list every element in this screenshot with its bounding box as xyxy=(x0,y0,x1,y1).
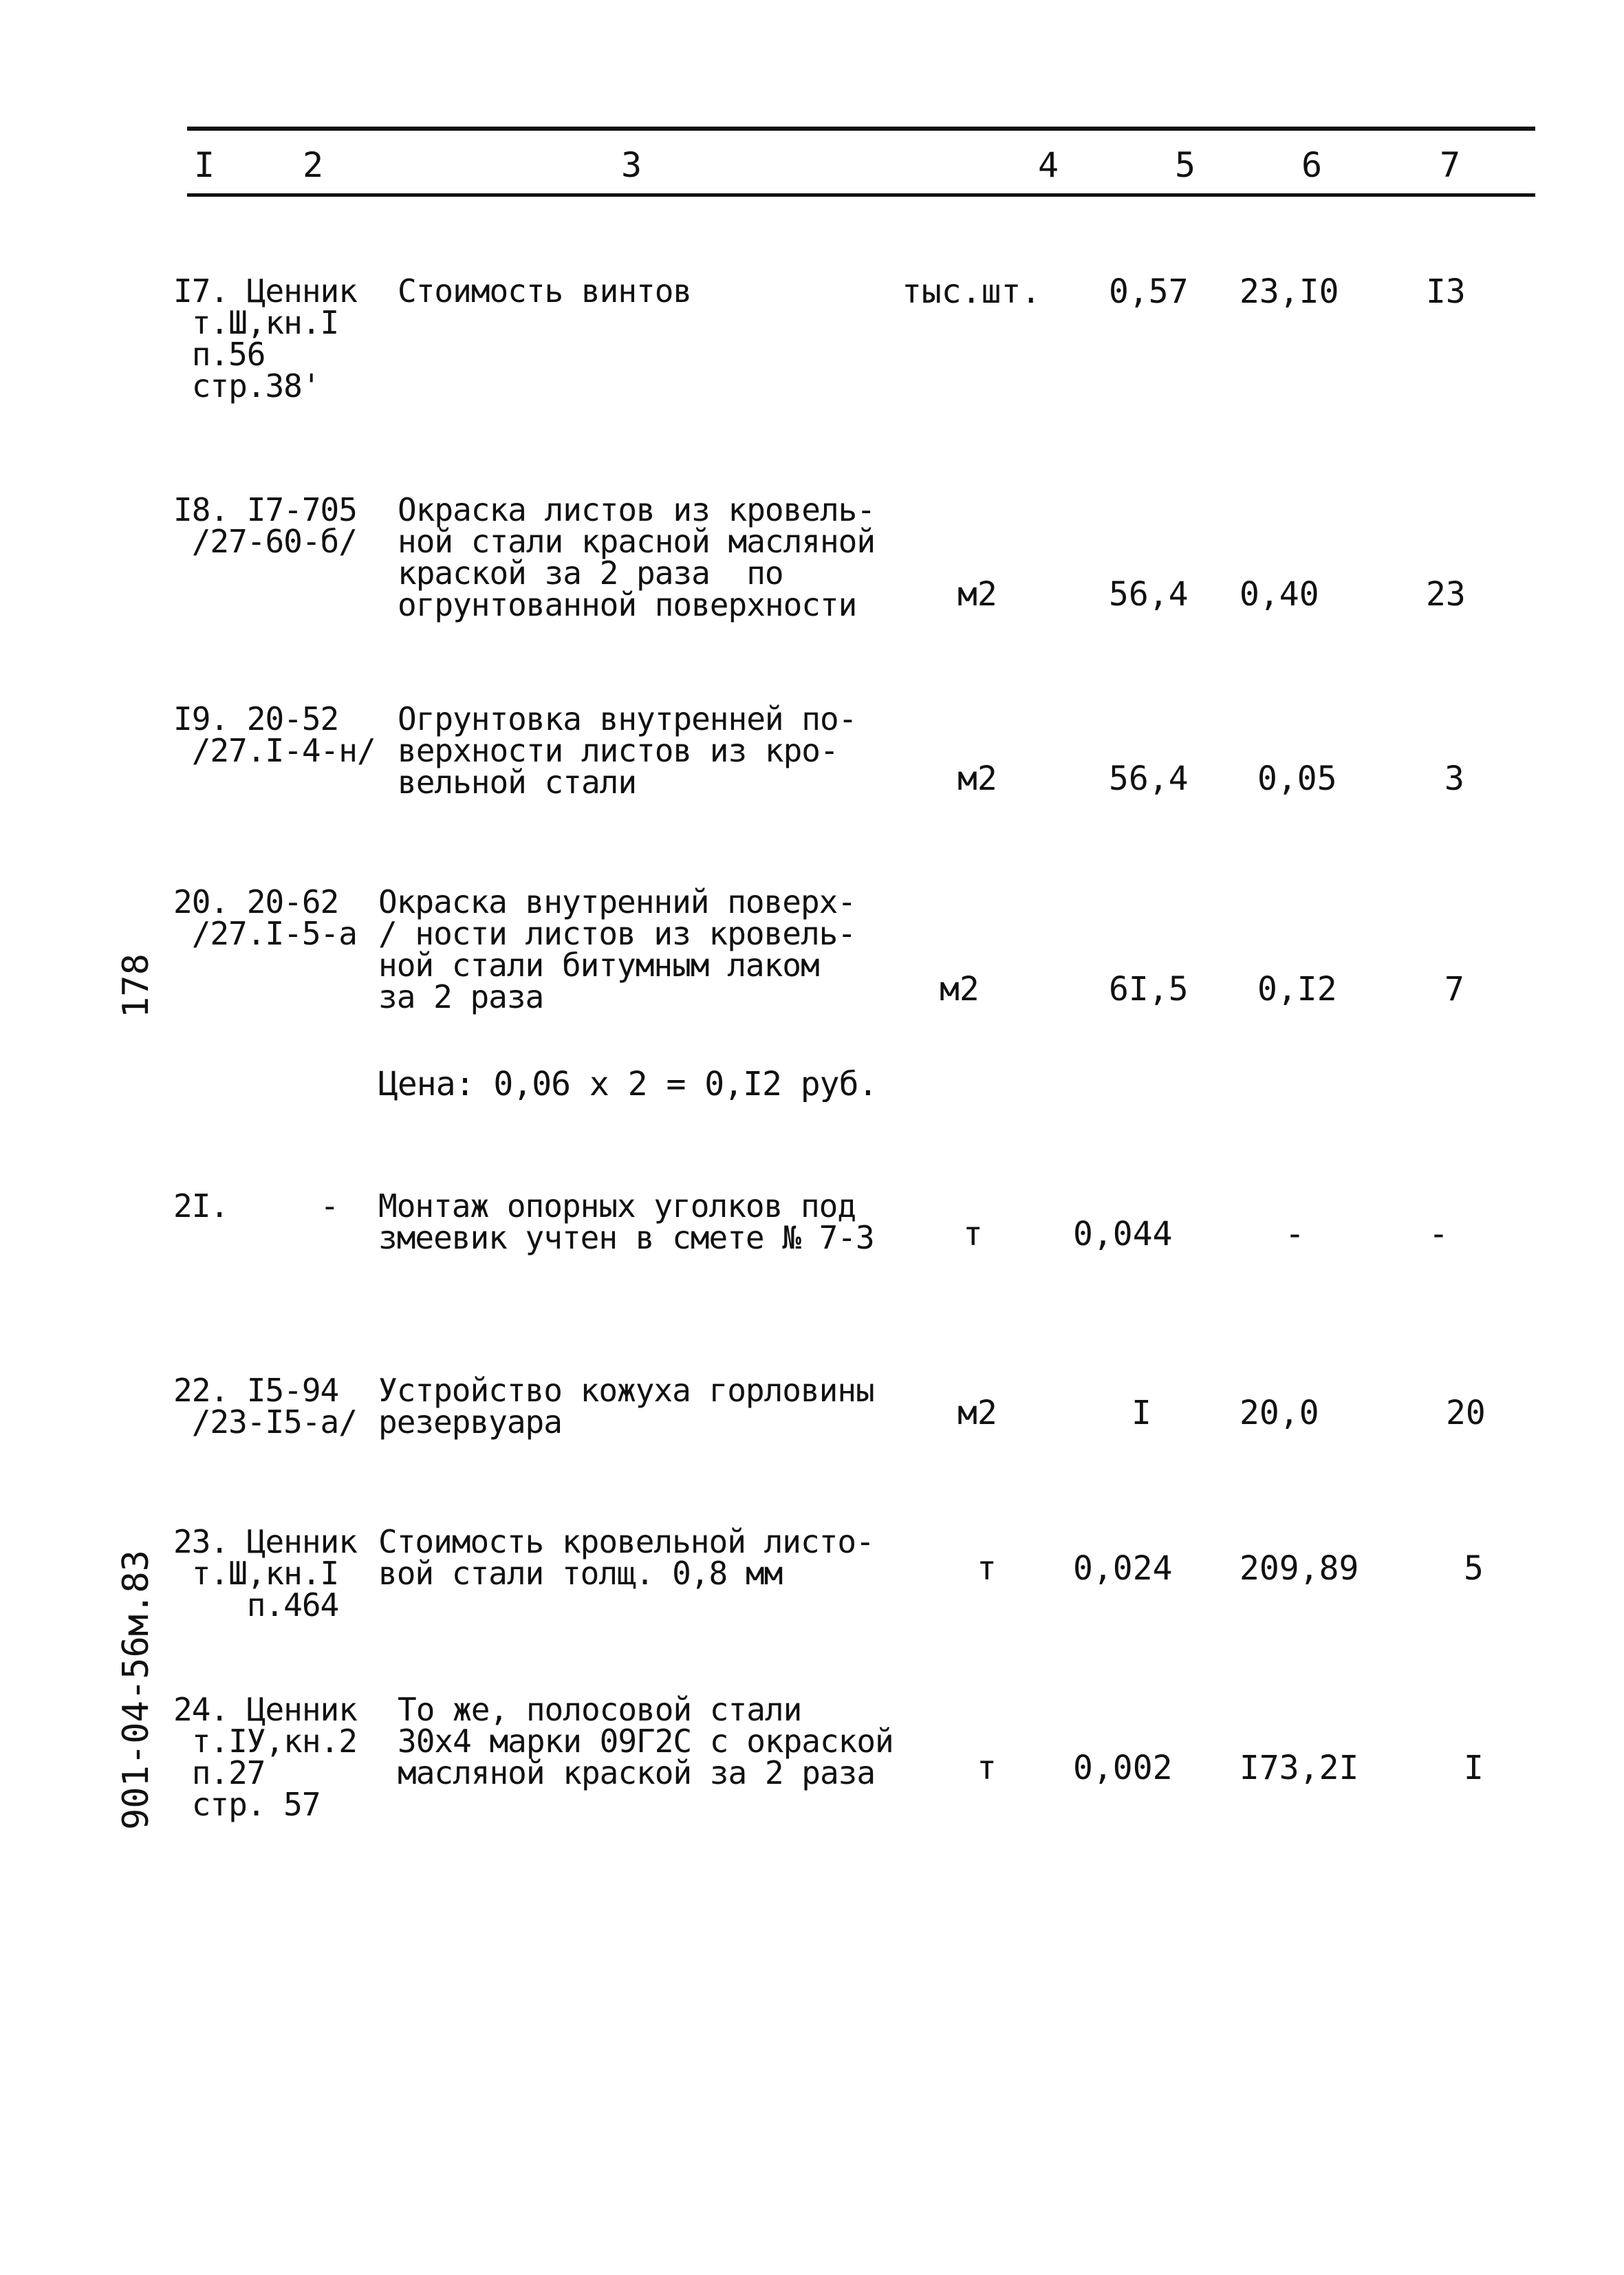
col-header-6: 6 xyxy=(1301,145,1323,185)
row-22-unit: м2 xyxy=(957,1394,997,1432)
row-17-unit: тыс.шт. xyxy=(902,272,1041,311)
row-23-unit: т xyxy=(977,1549,997,1588)
row-22-total: 20 xyxy=(1446,1394,1486,1432)
row-19-price: 0,05 xyxy=(1257,759,1337,798)
row-18-ref: I8. I7-705 /27-60-б/ xyxy=(173,491,357,560)
row-19-desc: Огрунтовка внутренней по- верхности листов из кро- вельной стали xyxy=(398,700,857,801)
row-24-qty: 0,002 xyxy=(1073,1749,1173,1787)
col-header-3: 3 xyxy=(621,145,642,185)
row-23-total: 5 xyxy=(1464,1549,1484,1588)
doc-code-margin: 901-04-56м.83 xyxy=(116,1550,157,1830)
row-17-ref: I7. Ценник т.Ш,кн.I п.56 стр.38' xyxy=(173,272,357,405)
row-22-ref: 22. I5-94 /23-I5-а/ xyxy=(173,1372,357,1441)
row-23-ref: 23. Ценник т.Ш,кн.I п.464 xyxy=(173,1523,357,1624)
row-18-qty: 56,4 xyxy=(1109,575,1189,614)
row-22-qty: I xyxy=(1132,1394,1151,1432)
row-23-desc: Стоимость кровельной листо- вой стали толщ. 0,8 мм xyxy=(378,1523,874,1592)
page-number-margin: 178 xyxy=(116,953,157,1018)
price-note: Цена: 0,06 х 2 = 0,I2 руб. xyxy=(378,1065,878,1103)
row-18-unit: м2 xyxy=(957,575,997,614)
row-24-total: I xyxy=(1464,1749,1484,1787)
row-18-desc: Окраска листов из кровель- ной стали красной масляной краской за 2 раза по огрунтованной поверхности xyxy=(398,491,876,623)
row-17-qty: 0,57 xyxy=(1109,272,1189,311)
row-23-qty: 0,024 xyxy=(1073,1549,1173,1588)
row-19-total: 3 xyxy=(1444,759,1464,798)
col-header-5: 5 xyxy=(1175,145,1196,185)
row-24-price: I73,2I xyxy=(1239,1749,1359,1787)
row-22-desc: Устройство кожуха горловины резервуара xyxy=(378,1372,874,1441)
row-20-total: 7 xyxy=(1444,970,1464,1009)
row-21-desc: Монтаж опорных уголков под змеевик учтен в смете № 7-3 xyxy=(378,1187,874,1256)
col-header-4: 4 xyxy=(1038,145,1059,185)
row-24-ref: 24. Ценник т.IУ,кн.2 п.27 стр. 57 xyxy=(173,1691,357,1823)
row-20-price: 0,I2 xyxy=(1257,970,1337,1009)
table-top-rule xyxy=(187,127,1535,131)
row-20-unit: м2 xyxy=(940,970,979,1009)
row-21-total: - xyxy=(1429,1215,1449,1253)
row-22-price: 20,0 xyxy=(1239,1394,1319,1432)
row-19-ref: I9. 20-52 /27.I-4-н/ xyxy=(173,700,376,769)
row-21-unit: т xyxy=(963,1215,983,1253)
row-24-unit: т xyxy=(977,1749,997,1787)
col-header-7: 7 xyxy=(1440,145,1461,185)
col-header-2: 2 xyxy=(303,145,324,185)
row-17-desc: Стоимость винтов xyxy=(398,272,692,310)
row-21-ref: 2I. - xyxy=(173,1187,339,1225)
row-23-price: 209,89 xyxy=(1239,1549,1359,1588)
row-19-qty: 56,4 xyxy=(1109,759,1189,798)
row-18-price: 0,40 xyxy=(1239,575,1319,614)
row-20-desc: Окраска внутренний поверх- / ности листов из кровель- ной стали битумным лаком за 2 раза xyxy=(378,883,856,1015)
row-20-ref: 20. 20-62 /27.I-5-а xyxy=(173,883,357,952)
row-20-qty: 6I,5 xyxy=(1109,970,1189,1009)
row-21-qty: 0,044 xyxy=(1073,1215,1173,1253)
row-18-total: 23 xyxy=(1426,575,1466,614)
table-header-rule xyxy=(187,193,1535,197)
row-17-price: 23,I0 xyxy=(1239,272,1339,311)
row-17-total: I3 xyxy=(1426,272,1466,311)
row-24-desc: То же, полосовой стали 30х4 марки 09Г2С с окраской масляной краской за 2 раза xyxy=(398,1691,894,1791)
col-header-1: I xyxy=(194,145,215,185)
row-21-price: - xyxy=(1285,1215,1305,1253)
row-19-unit: м2 xyxy=(957,759,997,798)
